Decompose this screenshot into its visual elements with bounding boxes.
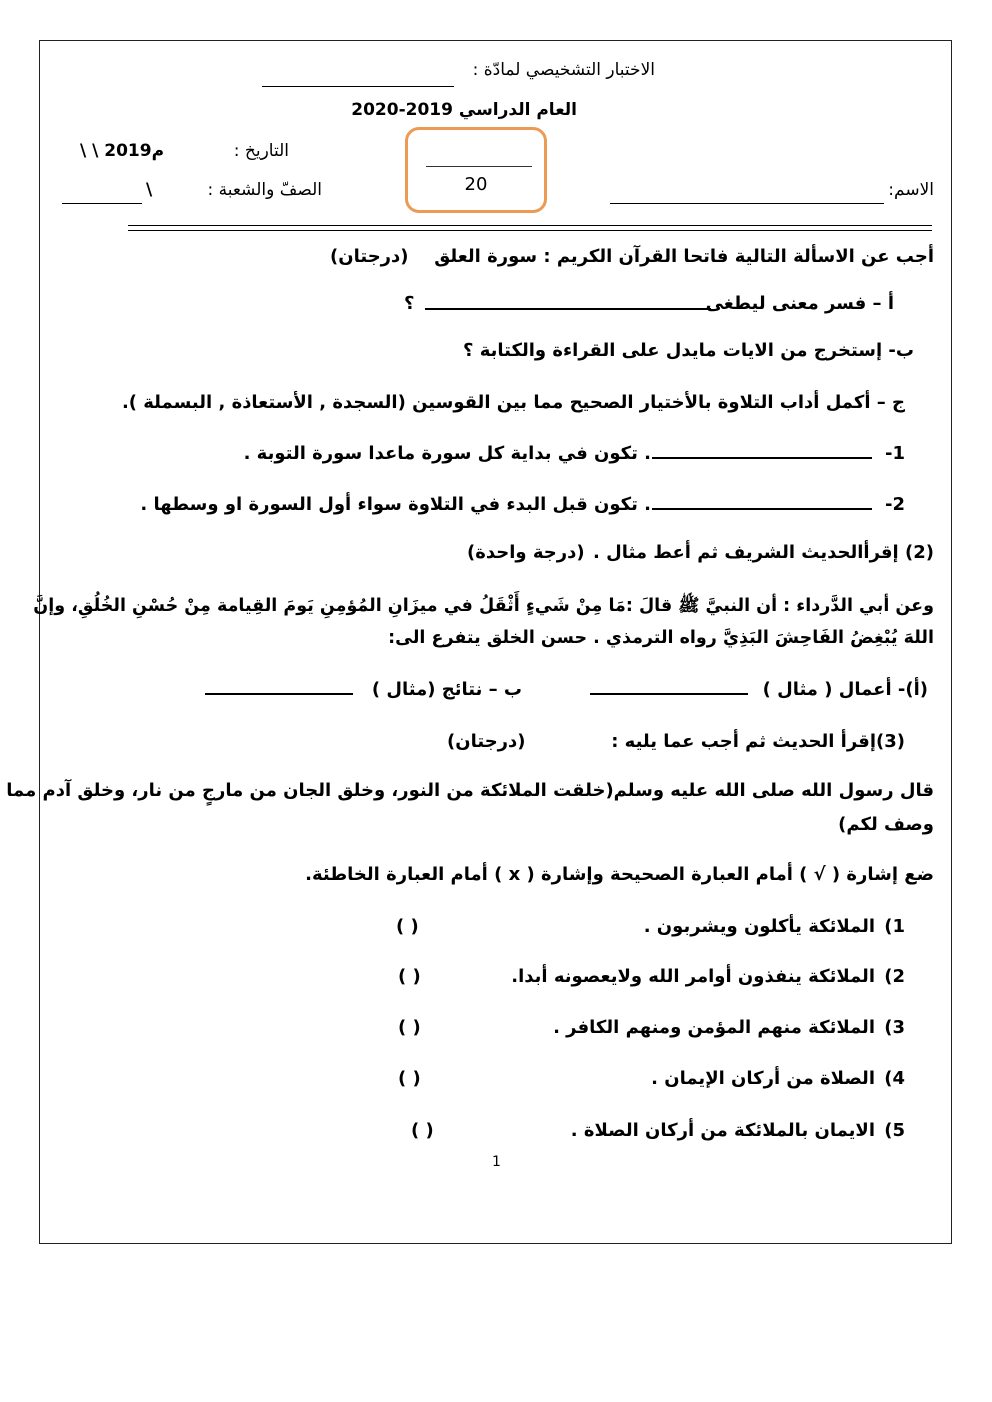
q1-a-text: أ – فسر معنى ليطغى [705, 293, 894, 314]
q2-b-blank[interactable] [205, 693, 353, 695]
q3-item-1-num: 1) [884, 916, 905, 937]
q3-hadith-line1: قال رسول الله صلى الله عليه وسلم(خلقت الملائكة من النور، وخلق الجان من مارجٍ من نار، وخلق آدم مما [6, 780, 934, 801]
score-line [426, 166, 532, 167]
q3-marks: (درجتان) [447, 731, 526, 752]
q3-hadith-line2: وصف لكم) [838, 814, 934, 835]
divider-top [128, 225, 932, 226]
divider-bottom [128, 230, 932, 231]
q1-c2-blank[interactable] [652, 508, 872, 510]
q2-hadith-line2: اللهَ يُبْغِضُ الفَاحِشَ البَذِيَّ رواه الترمذي . حسن الخلق يتفرع الى: [388, 628, 934, 648]
q2-a-text: (أ)- أعمال ( مثال ) [762, 679, 928, 700]
q1-marks: (درجتان) [330, 246, 409, 267]
q3-instruction: ضع إشارة ( √ ) أمام العبارة الصحيحة وإشارة ( x ) أمام العبارة الخاطئة. [305, 864, 934, 885]
date-value[interactable]: \ \ 2019م [80, 141, 165, 161]
q3-item-2-text: الملائكة ينفذون أوامر الله ولايعصونه أبدا. [511, 966, 875, 987]
name-label: الاسم: [888, 180, 934, 200]
q2-title: (2) إقرأالحديث الشريف ثم أعط مثال . [593, 542, 934, 563]
q3-item-4-text: الصلاة من أركان الإيمان . [651, 1068, 875, 1089]
q3-item-3-num: 3) [884, 1017, 905, 1038]
q1-c-text: ج – أكمل أداب التلاوة بالأختيار الصحيح مما بين القوسين (السجدة , الأستعاذة , البسملة ). [121, 392, 905, 413]
page-number: 1 [492, 1154, 501, 1170]
name-blank[interactable] [610, 203, 884, 204]
q1-c1-blank[interactable] [652, 457, 872, 459]
q3-item-4-num: 4) [884, 1068, 905, 1089]
q1-a-end: ؟ [404, 293, 415, 314]
q1-a-blank[interactable] [425, 308, 711, 310]
q1-intro: أجب عن الاسألة التالية فاتحا القرآن الكريم : سورة العلق [434, 246, 934, 267]
class-blank[interactable] [62, 203, 142, 204]
score-total: 20 [464, 174, 488, 195]
q3-item-5-answer[interactable]: ( ) [411, 1120, 434, 1141]
q3-item-2-num: 2) [884, 966, 905, 987]
q3-item-1-text: الملائكة يأكلون ويشربون . [643, 916, 875, 937]
score-box[interactable] [405, 127, 547, 213]
q2-hadith-line1: وعن أبي الدَّرداء : أن النبيَّ ﷺ قالَ :مَا مِنْ شَيءٍ أَثْقَلُ في ميزَانِ المُؤمِنِ يَومَ القِيامة مِنْ حُسْنِ الخُلُقِ، وإنَّ [33, 596, 934, 616]
q3-item-1-answer[interactable]: ( ) [396, 916, 419, 937]
q3-item-3-answer[interactable]: ( ) [398, 1017, 421, 1038]
q1-b-text: ب- إستخرج من الايات مايدل على القراءة والكتابة ؟ [463, 340, 914, 361]
q1-c1-num: 1- [884, 443, 905, 464]
test-title: الاختبار التشخيصي لمادّة : [472, 60, 655, 80]
q2-b-text: ب – نتائج (مثال ) [371, 679, 522, 700]
q3-title: (3)إقرأ الحديث ثم أجب عما يليه : [611, 731, 905, 752]
q3-item-3-text: الملائكة منهم المؤمن ومنهم الكافر . [553, 1017, 875, 1038]
date-label: التاريخ : [233, 141, 289, 161]
class-label: الصفّ والشعبة : [207, 180, 322, 200]
q1-c2-num: 2- [884, 494, 905, 515]
class-separator: \ [146, 180, 153, 200]
q3-item-4-answer[interactable]: ( ) [398, 1068, 421, 1089]
q3-item-5-num: 5) [884, 1120, 905, 1141]
q1-c2-text: . تكون قبل البدء في التلاوة سواء أول السورة او وسطها . [140, 494, 651, 515]
q3-item-5-text: الايمان بالملائكة من أركان الصلاة . [570, 1120, 875, 1141]
q2-a-blank[interactable] [590, 693, 748, 695]
subject-blank[interactable] [262, 86, 454, 87]
school-year: العام الدراسي 2019-2020 [351, 100, 577, 120]
q1-c1-text: . تكون في بداية كل سورة ماعدا سورة التوبة . [243, 443, 651, 464]
q3-item-2-answer[interactable]: ( ) [398, 966, 421, 987]
q2-marks: (درجة واحدة) [467, 542, 585, 563]
